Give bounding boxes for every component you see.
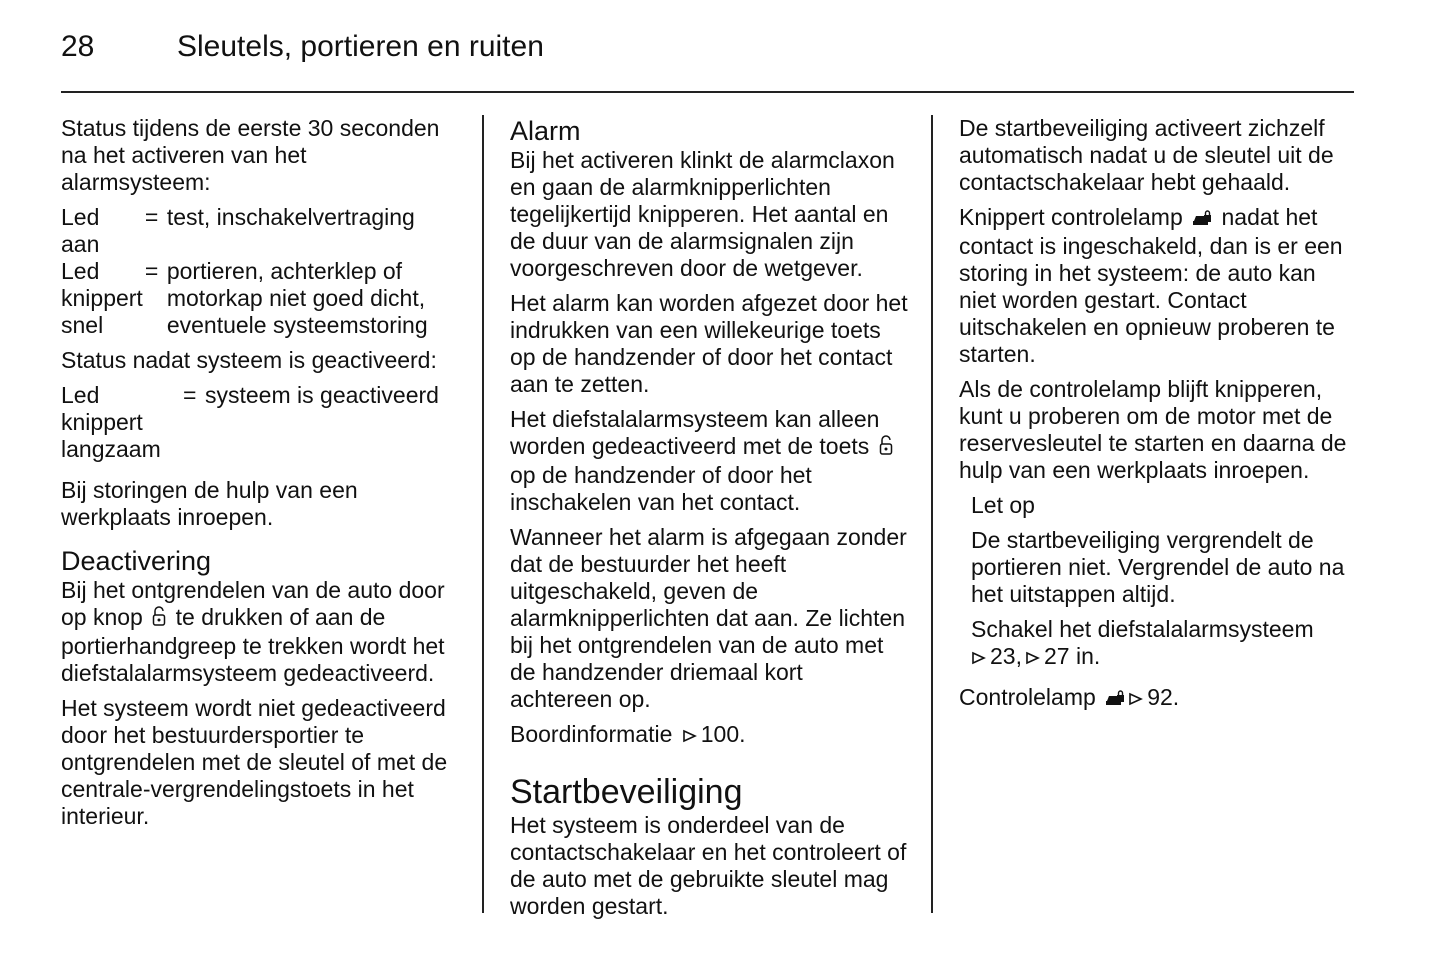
- page-number: 28: [61, 30, 95, 63]
- note-text: Schakel het diefstalalarmsysteem: [971, 616, 1314, 642]
- note-box: [971, 492, 1359, 672]
- warning-lamp-text-a: Knippert controlelamp: [959, 204, 1190, 230]
- deactivation-paragraph-2: Het systeem wordt niet gedeactiveerd door het bestuurdersportier te ontgrendelen met de sleutel of met de centrale-vergrendelingstoets in het interieur.: [61, 695, 448, 829]
- alarm-paragraph-3: [510, 406, 908, 516]
- deactivation-text-b: te drukken of aan de portierhandgreep te trekken wordt het diefstalalarmsysteem gedeactiveerd.: [61, 604, 445, 686]
- control-lamp-page: 92.: [1147, 684, 1180, 710]
- deactivation-heading: Deactivering: [61, 546, 212, 576]
- column-3: [959, 115, 1359, 721]
- status-desc: portieren, achterklep of motorkap niet goed dicht, eventuele systeemstoring: [166, 258, 428, 338]
- arrow-right-icon: [1128, 686, 1144, 713]
- page-title: Sleutels, portieren en ruiten: [177, 30, 544, 63]
- column-1: [61, 115, 459, 838]
- equals-sign: =: [144, 204, 159, 230]
- equals-sign: =: [183, 382, 197, 408]
- arrow-right-icon: [682, 723, 698, 750]
- warning-lamp-text-b: nadat het contact is ingeschakeld, dan is er een storing in het systeem: de auto kan niet worden gestart. Contact uitschakelen en opnieuw proberen te starten.: [959, 204, 1343, 367]
- immobiliser-paragraph-4: Als de controlelamp blijft knipperen, kunt u proberen om de motor met de reservesleutel te starten en daarna de hulp van een werkplaats inroepen.: [959, 376, 1347, 483]
- malfunction-text: Bij storingen de hulp van een werkplaats inroepen.: [61, 477, 358, 530]
- alarm-paragraph-4: Wanneer het alarm is afgegaan zonder dat de bestuurder het heeft uitgeschakeld, geven de alarmknipperlichten dat aan. Ze lichten bij het ontgrendelen van de auto met de handzender driemaal kort achtereen op.: [510, 524, 907, 712]
- note-paragraph-1: De startbeveiliging vergrendelt de portieren niet. Vergrendel de auto na het uitstappen altijd.: [971, 527, 1345, 607]
- control-lamp-reference: [959, 684, 1359, 713]
- status-term: Led knippert langzaam: [61, 382, 161, 462]
- status-desc: systeem is geactiveerd: [205, 382, 439, 408]
- arrow-right-icon: [971, 645, 987, 672]
- board-info-page: 100.: [700, 721, 746, 747]
- header-rule: [61, 91, 1354, 93]
- board-info-label: Boordinformatie: [510, 721, 679, 747]
- alarm-paragraph-1: Bij het activeren klinkt de alarmclaxon en gaan de alarmknipperlichten tegelijkertijd knipperen. Het aantal en de duur van de alarmsignalen zijn voorgeschreven door de wetgever.: [510, 147, 895, 281]
- control-lamp-label: Controlelamp: [959, 684, 1103, 710]
- status-intro: Status tijdens de eerste 30 seconden na het activeren van het alarmsysteem:: [61, 115, 440, 195]
- column-divider-2: [931, 115, 933, 913]
- alarm-paragraph-2: Het alarm kan worden afgezet door het indrukken van een willekeurige toets op de handzender of door het contact aan te zetten.: [510, 290, 908, 397]
- immobiliser-paragraph-2: De startbeveiliging activeert zichzelf automatisch nadat u de sleutel uit de contactschakelaar hebt gehaald.: [959, 115, 1334, 195]
- status-row: [61, 204, 459, 258]
- status-term: Led knippert snel: [61, 258, 143, 338]
- board-info-reference: [510, 721, 908, 750]
- column-2: [510, 115, 908, 928]
- status-desc: test, inschakelvertraging: [166, 204, 415, 230]
- alarm-heading: Alarm: [510, 116, 581, 146]
- alarm-text-a: Het diefstalalarmsysteem kan alleen worden gedeactiveerd met de toets: [510, 406, 880, 459]
- note-ref-2: 27 in.: [1043, 643, 1101, 669]
- after-activation-intro: Status nadat systeem is geactiveerd:: [61, 347, 437, 373]
- status-term: Led aan: [61, 204, 100, 257]
- status-row: [61, 382, 459, 463]
- alarm-text-b: op de handzender of door het inschakelen van het contact.: [510, 462, 812, 515]
- deactivation-text-a: Bij het ontgrendelen van de auto door op knop: [61, 577, 445, 630]
- status-table: [61, 204, 459, 339]
- immobiliser-paragraph-3: [959, 204, 1359, 368]
- status-row: [61, 258, 459, 339]
- note-ref-1: 23,: [990, 643, 1022, 669]
- note-paragraph-2: [971, 616, 1359, 672]
- column-divider-1: [482, 115, 484, 913]
- car-lock-lamp-icon: [1105, 686, 1125, 713]
- after-activation-table: [61, 382, 459, 463]
- key-unlock-icon: [152, 605, 166, 633]
- immobiliser-paragraph-1: Het systeem is onderdeel van de contactschakelaar en het controleert of de auto met de gebruikte sleutel mag worden gestart.: [510, 812, 907, 919]
- note-title: Let op: [971, 492, 1035, 518]
- car-lock-lamp-icon: [1192, 206, 1212, 233]
- arrow-right-icon: [1025, 645, 1041, 672]
- deactivation-paragraph-1: [61, 577, 459, 687]
- equals-sign: =: [144, 258, 159, 284]
- key-unlock-icon: [879, 434, 893, 462]
- immobiliser-heading: Startbeveiliging: [510, 773, 743, 811]
